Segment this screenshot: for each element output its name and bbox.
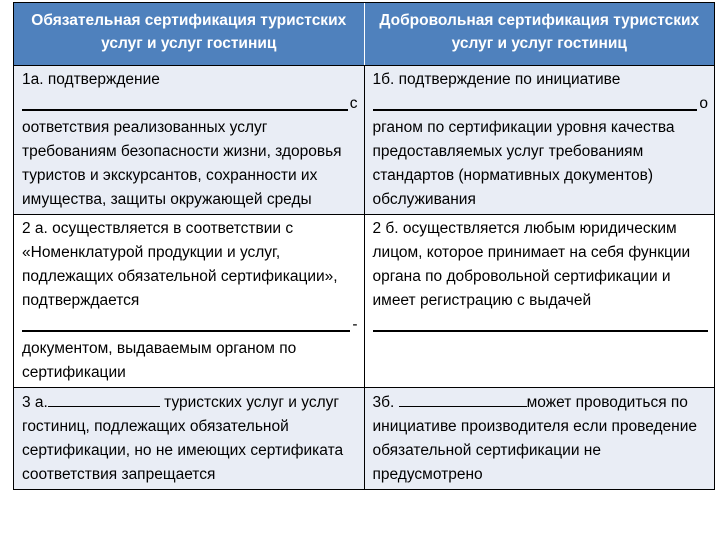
cell-2b-before: 2 б. осуществляется любым юридическим лицом, которое принимает на себя функции органа по добровольной сертификации и имеет регистрацию с выдачей (372, 220, 691, 309)
cell-3a-prefix: 3 а. (22, 394, 48, 411)
cell-3b-prefix: 3б. (372, 394, 395, 411)
cell-2b (365, 215, 715, 387)
table-row-1 (14, 65, 714, 214)
header-mandatory: Обязательная сертификация туристских услуг и услуг гостиниц (14, 3, 365, 65)
cell-1a-before: 1а. подтверждение (22, 71, 160, 88)
table-row-2 (14, 214, 714, 387)
cell-1b-blank (373, 92, 709, 116)
cell-1b-after: рганом по сертификации уровня качества предоставляемых услуг требованиям стандартов (нормативных документов) обслуживания (372, 119, 675, 208)
cell-3b-after: может проводиться по инициативе производителя если проведение обязательной сертификации не предусмотрено (372, 394, 698, 483)
cell-3a-blank (48, 390, 160, 407)
cell-2a-tail: - (352, 316, 358, 333)
cell-1a-blank (22, 92, 358, 116)
cell-2a (14, 215, 365, 387)
cell-1a-after: оответствия реализованных услуг требованиям безопасности жизни, здоровья туристов и экскурсантов, сохранности их имущества, защиты окружающей среды (22, 119, 342, 208)
cell-1b (365, 66, 715, 214)
cell-1a (14, 66, 365, 214)
table-row-3 (14, 387, 714, 489)
table-header (14, 3, 714, 65)
cell-3b (365, 388, 715, 489)
cell-1a-tail: с (349, 95, 358, 112)
cell-3b-blank (399, 390, 527, 407)
cell-1b-before: 1б. подтверждение по инициативе (372, 71, 621, 88)
header-voluntary: Добровольная сертификация туристских услуг и услуг гостиниц (379, 12, 700, 52)
cell-2a-blank (22, 313, 358, 337)
cell-2a-before: 2 а. осуществляется в соответствии с «Номенклатурой продукции и услуг, подлежащих обязательной сертификации», подтверждается (22, 220, 338, 309)
cell-2a-after: документом, выдаваемым органом по сертификации (22, 340, 297, 381)
cell-1b-tail: о (699, 95, 708, 112)
cell-2b-blank (373, 313, 709, 337)
cell-3a-after: туристских услуг и услуг гостиниц, подлежащих обязательной сертификации, но не имеющих сертификата соответствия запрещается (22, 394, 344, 483)
certification-table (13, 2, 715, 490)
cell-3a (14, 388, 365, 489)
